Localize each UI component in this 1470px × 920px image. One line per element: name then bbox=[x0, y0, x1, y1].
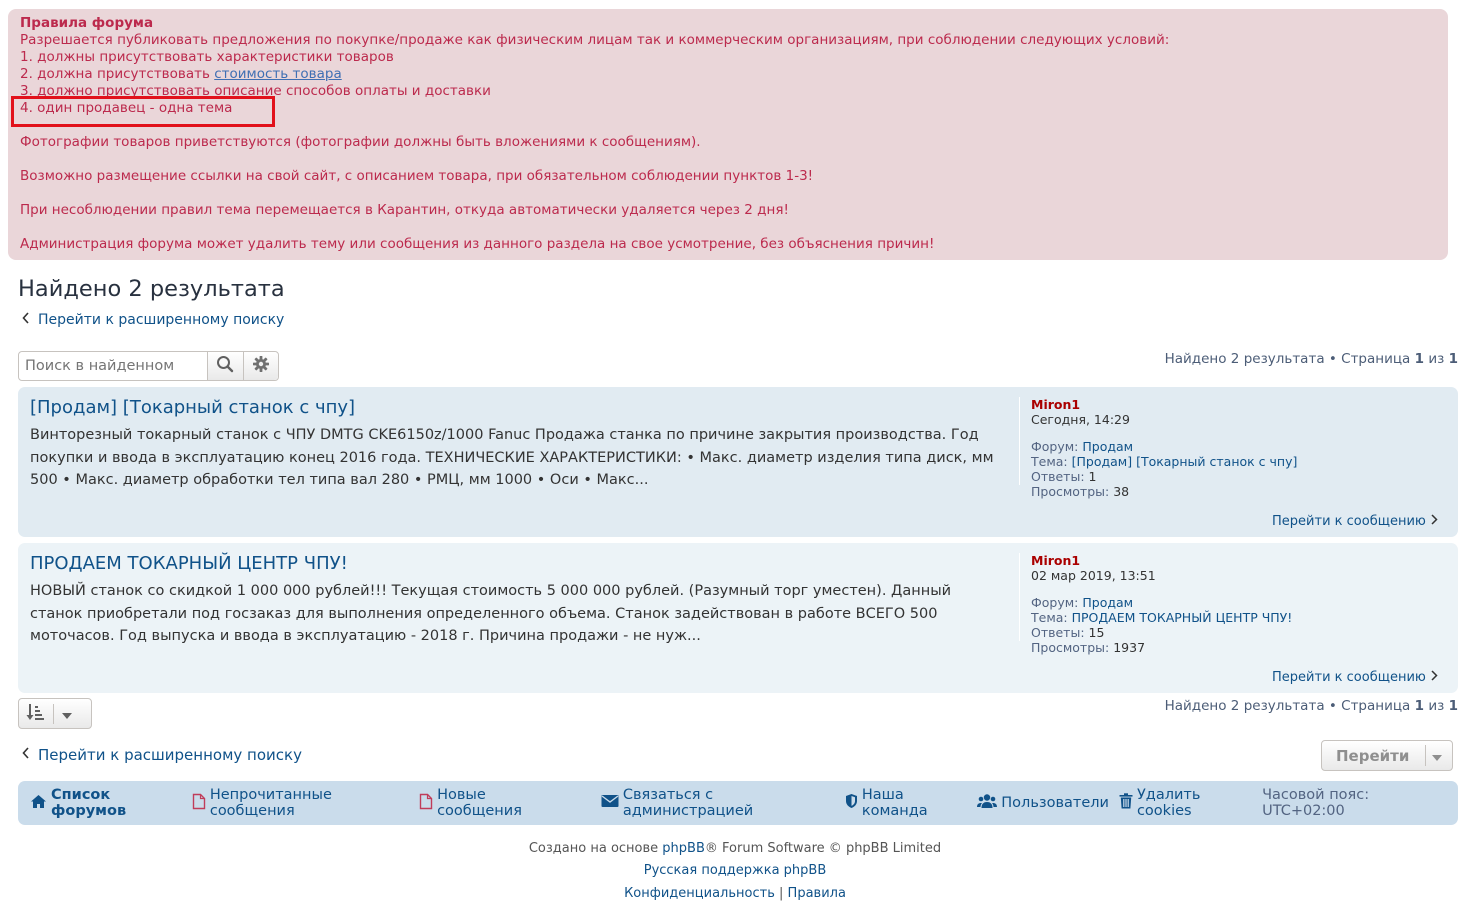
rules-photos: Фотографии товаров приветствуются (фотографии должны быть вложениями к сообщениям). bbox=[20, 134, 701, 150]
shield-icon bbox=[845, 793, 862, 813]
replies-label: Ответы: bbox=[1031, 469, 1085, 484]
gear-icon bbox=[252, 355, 270, 377]
forum-index-link[interactable] bbox=[30, 787, 182, 819]
replies-row bbox=[1031, 625, 1292, 640]
chevron-right-icon bbox=[1430, 670, 1438, 685]
terms-link[interactable]: Правила bbox=[787, 886, 846, 901]
advanced-search-link-top[interactable] bbox=[22, 312, 284, 328]
jump-to-post-link[interactable] bbox=[1272, 514, 1438, 529]
price-link[interactable]: стоимость товара bbox=[214, 66, 342, 82]
replies-count: 1 bbox=[1088, 469, 1097, 484]
topic-row bbox=[1031, 610, 1292, 625]
post-date: 02 мар 2019, 13:51 bbox=[1031, 568, 1156, 583]
sort-options-button[interactable] bbox=[18, 698, 92, 729]
file-icon bbox=[192, 793, 210, 814]
rules-admin: Администрация форума может удалить тему или сообщения из данного раздела на свое усмотрение, без объяснения причин! bbox=[20, 236, 935, 252]
results-count: Найдено 2 результата bbox=[1164, 351, 1325, 367]
topic-label: Тема: bbox=[1031, 610, 1068, 625]
search-box bbox=[18, 351, 279, 381]
topic-row bbox=[1031, 454, 1297, 469]
sort-icon bbox=[25, 702, 45, 726]
post-date: Сегодня, 14:29 bbox=[1031, 412, 1130, 427]
rules-item-3: 3. должно присутствовать описание способов оплаты и доставки bbox=[20, 83, 491, 99]
rules-item-2-text: 2. должна присутствовать bbox=[20, 66, 215, 82]
advanced-search-button[interactable] bbox=[243, 352, 279, 380]
footer-navbar bbox=[18, 781, 1458, 825]
new-posts-link[interactable] bbox=[419, 787, 567, 819]
privacy-link[interactable]: Конфиденциальность bbox=[624, 886, 775, 901]
forum-label: Форум: bbox=[1031, 595, 1079, 610]
forum-index-label: Список форумов bbox=[51, 787, 127, 819]
members-label: Пользователи bbox=[1001, 795, 1109, 811]
support-row bbox=[0, 863, 1470, 878]
footer-links bbox=[0, 886, 1470, 901]
team-label: Наша команда bbox=[861, 787, 928, 819]
forum-link[interactable]: Продам bbox=[1082, 439, 1134, 454]
views-label: Просмотры: bbox=[1031, 640, 1110, 655]
search-icon bbox=[216, 355, 234, 377]
topic-label: Тема: bbox=[1031, 454, 1068, 469]
search-result-2 bbox=[18, 543, 1458, 693]
views-count: 38 bbox=[1113, 484, 1130, 499]
copyright-suffix: ® Forum Software © phpBB Limited bbox=[704, 841, 942, 856]
pagination-top: Найдено 2 результата • Страница 1 из 1 bbox=[1164, 351, 1458, 367]
views-count: 1937 bbox=[1113, 640, 1146, 655]
delete-cookies-label: Удалить cookies bbox=[1136, 787, 1201, 819]
search-input[interactable] bbox=[19, 352, 207, 380]
current-page: 1 bbox=[1414, 698, 1425, 714]
rules-quarantine: При несоблюдении правил тема перемещается в Карантин, откуда автоматически удаляется через 2 дня! bbox=[20, 202, 789, 218]
author-link[interactable]: Miron1 bbox=[1031, 397, 1081, 412]
footer-separator: | bbox=[779, 886, 784, 901]
contact-admin-link[interactable] bbox=[601, 787, 835, 819]
post-meta bbox=[1019, 553, 1293, 655]
goto-button[interactable] bbox=[1321, 740, 1453, 771]
copyright bbox=[0, 841, 1470, 856]
members-link[interactable] bbox=[977, 793, 1109, 813]
topic-link[interactable]: ПРОДАЕМ ТОКАРНЫЙ ЦЕНТР ЧПУ! bbox=[1071, 610, 1293, 625]
topic-link[interactable]: [Продам] [Токарный станок с чпу] bbox=[1071, 454, 1298, 469]
forum-rules-box bbox=[8, 9, 1448, 260]
post-title-link[interactable]: ПРОДАЕМ ТОКАРНЫЙ ЦЕНТР ЧПУ! bbox=[30, 553, 348, 574]
envelope-icon bbox=[601, 794, 623, 812]
total-pages: 1 bbox=[1448, 698, 1458, 714]
replies-row bbox=[1031, 469, 1297, 484]
goto-label: Перейти bbox=[1336, 746, 1410, 765]
pagination-bottom: Найдено 2 результата • Страница 1 из 1 bbox=[1164, 698, 1458, 714]
search-button[interactable] bbox=[207, 352, 243, 380]
file-icon bbox=[419, 793, 437, 814]
users-icon bbox=[977, 793, 1001, 813]
views-row bbox=[1031, 484, 1297, 499]
jump-label: Перейти к сообщению bbox=[1272, 670, 1426, 685]
forum-row bbox=[1031, 439, 1297, 454]
trash-icon bbox=[1119, 793, 1137, 813]
highlight-box bbox=[11, 96, 275, 127]
forum-label: Форум: bbox=[1031, 439, 1079, 454]
russian-support-link[interactable]: Русская поддержка phpBB bbox=[643, 863, 827, 878]
of-word: из bbox=[1428, 351, 1445, 367]
jump-label: Перейти к сообщению bbox=[1272, 514, 1426, 529]
views-label: Просмотры: bbox=[1031, 484, 1110, 499]
page-word: Страница bbox=[1341, 698, 1411, 714]
views-row bbox=[1031, 640, 1292, 655]
rules-links: Возможно размещение ссылки на свой сайт, с описанием товара, при обязательном соблюдении пунктов 1-3! bbox=[20, 168, 814, 184]
page-word: Страница bbox=[1341, 351, 1411, 367]
forum-row bbox=[1031, 595, 1292, 610]
post-meta bbox=[1019, 397, 1298, 499]
search-result-1 bbox=[18, 387, 1458, 537]
of-word: из bbox=[1428, 698, 1445, 714]
replies-label: Ответы: bbox=[1031, 625, 1085, 640]
post-content: НОВЫЙ станок со скидкой 1 000 000 рублей!!! Текущая стоимость 5 000 000 рублей. (Разумный торг уместен). Данный станок приобретали под госзаказ для выполнения определенного объема. Станок задействован в работе ВСЕГО 500 моточасов. Год выпуска и ввода в эксплуатацию - 2018 г. Причина продажи - не нуж... bbox=[30, 583, 952, 644]
unread-posts-link[interactable] bbox=[192, 787, 409, 819]
rules-intro: Разрешается публиковать предложения по покупке/продаже как физическим лицам так и коммерческим организациям, при соблюдении следующих условий: bbox=[20, 32, 1170, 48]
timezone-label: Часовой пояс: UTC+02:00 bbox=[1262, 787, 1370, 819]
home-icon bbox=[30, 794, 51, 813]
new-posts-label: Новые сообщения bbox=[437, 787, 522, 819]
total-pages: 1 bbox=[1448, 351, 1458, 367]
results-count: Найдено 2 результата bbox=[1164, 698, 1325, 714]
post-content: Винторезный токарный станок с ЧПУ DMTG CKE6150z/1000 Fanuc Продажа станка по причине закрытия производства. Год покупки и ввода в эксплуатацию конец 2016 года. ТЕХНИЧЕСКИЕ ХАРАКТЕРИСТИКИ: • Макс. диаметр изделия типа диск, мм 500 • Макс. диаметр обработки тел типа вал 280 • РМЦ, мм 1000 • Оси • Макс... bbox=[30, 427, 994, 488]
author-link[interactable]: Miron1 bbox=[1031, 553, 1081, 568]
copyright-prefix: Создано на основе bbox=[528, 841, 663, 856]
post-title-link[interactable]: [Продам] [Токарный станок с чпу] bbox=[30, 397, 356, 418]
rules-item-1: 1. должны присутствовать характеристики товаров bbox=[20, 49, 394, 65]
jump-to-post-link[interactable] bbox=[1272, 670, 1438, 685]
advanced-search-link-bottom[interactable] bbox=[22, 746, 302, 764]
unread-posts-label: Непрочитанные сообщения bbox=[209, 787, 332, 819]
rules-item-4: 4. один продавец - одна тема bbox=[20, 100, 233, 116]
chevron-left-icon bbox=[22, 747, 30, 763]
rules-title: Правила форума bbox=[20, 15, 154, 31]
current-page: 1 bbox=[1414, 351, 1425, 367]
forum-link[interactable]: Продам bbox=[1082, 595, 1134, 610]
chevron-right-icon bbox=[1430, 514, 1438, 529]
page-title: Найдено 2 результата bbox=[18, 276, 285, 302]
rules-item-2 bbox=[20, 66, 1436, 83]
contact-admin-label: Связаться с администрацией bbox=[622, 787, 754, 819]
chevron-left-icon bbox=[22, 312, 30, 328]
replies-count: 15 bbox=[1088, 625, 1105, 640]
advanced-search-label: Перейти к расширенному поиску bbox=[38, 312, 285, 328]
delete-cookies-link[interactable] bbox=[1119, 787, 1252, 819]
caret-down-icon bbox=[62, 704, 72, 723]
phpbb-link[interactable]: phpBB bbox=[662, 841, 705, 856]
team-link[interactable] bbox=[845, 787, 967, 819]
caret-down-icon bbox=[1432, 747, 1442, 765]
advanced-search-label: Перейти к расширенному поиску bbox=[38, 746, 302, 764]
